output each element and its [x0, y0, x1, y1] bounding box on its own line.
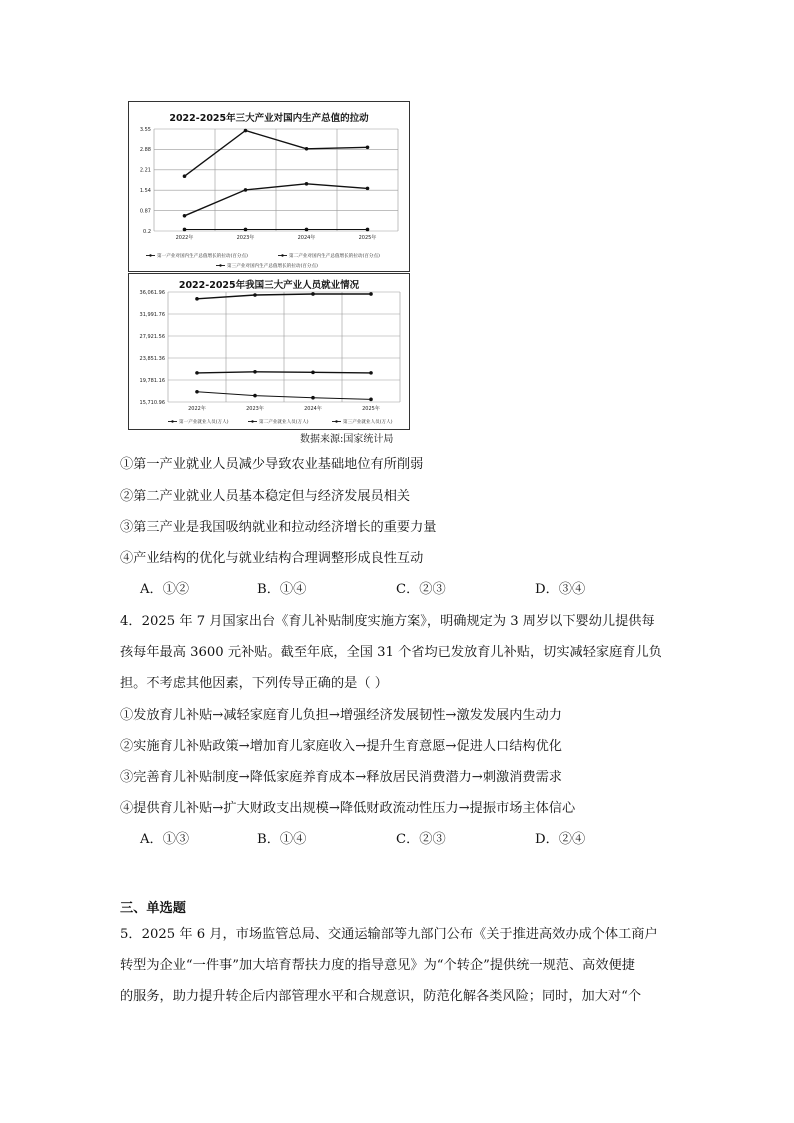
chart2-legend-marker-2	[251, 420, 253, 422]
chart1-series-1-point	[366, 228, 370, 232]
q4-statement-1: ①发放育儿补贴→减轻家庭育儿负担→增强经济发展韧性→激发发展内生动力	[120, 708, 562, 723]
q4-statement-3: ③完善育儿补贴制度→降低家庭养育成本→释放居民消费潜力→刺激消费需求	[120, 770, 562, 785]
chart1-title: 2022-2025年三大产业对国内生产总值的拉动	[169, 113, 369, 124]
chart1-xtick-label: 2022年	[175, 235, 194, 241]
q4-statement-4: ④提供育儿补贴→扩大财政支出规模→降低财政流动性压力→提振市场主体信心	[120, 801, 576, 816]
chart1-ytick-label: 2.21	[139, 167, 151, 174]
chart1-series-1-point	[183, 228, 187, 232]
chart1-legend-marker-1	[149, 254, 151, 256]
chart1-series-2-point	[366, 187, 370, 191]
q4-option-a[interactable]: A．①③	[140, 832, 190, 847]
q5-stem-line-3: 的服务，助力提升转企后内部管理水平和合规意识，防范化解各类风险；同时，加大对“个	[120, 989, 642, 1004]
chart2-series-1-point	[311, 396, 315, 400]
q3-statement-3: ③第三产业是我国吸纳就业和拉动经济增长的重要力量	[120, 520, 437, 535]
chart1-ytick-label: 3.55	[139, 126, 151, 133]
chart1-xtick-label: 2024年	[297, 235, 316, 241]
q4-stem-line-2: 孩每年最高 3600 元补贴。截至年底，全国 31 个省均已发放育儿补贴，切实减轻家庭育儿负	[120, 645, 662, 660]
chart1-xtick-label: 2023年	[236, 235, 255, 241]
chart2-series-1-point	[253, 394, 257, 398]
chart1-legend-entry-2: 第二产业对国内生产总值增长的拉动(百分点)	[289, 254, 380, 259]
chart2-series-2-point	[253, 370, 257, 374]
chart2-ytick-label: 36,061.96	[139, 289, 165, 296]
chart1-ytick-label: 2.88	[139, 147, 151, 154]
chart2-xtick-label: 2024年	[304, 406, 322, 412]
chart2-legend-entry-2: 第二产业就业人员(万人)	[259, 420, 309, 425]
chart2-series-2-point	[195, 371, 199, 375]
q4-option-c[interactable]: C．②③	[396, 832, 446, 847]
q4-option-d[interactable]: D．②④	[535, 832, 586, 847]
chart2-series-2-point	[369, 371, 373, 375]
chart2-ytick-label: 19,781.16	[139, 377, 165, 384]
chart1-legend-marker-2	[281, 254, 283, 256]
chart2-series-1-point	[195, 390, 199, 394]
chart2-legend-marker-3	[335, 420, 337, 422]
chart2-series-3-point	[253, 293, 257, 297]
q4-statement-2: ②实施育儿补贴政策→增加育儿家庭收入→提升生育意愿→促进人口结构优化	[120, 739, 562, 754]
q3-option-b[interactable]: B．①④	[257, 582, 307, 597]
chart1-series-3-point	[183, 174, 187, 178]
q4-option-b[interactable]: B．①④	[257, 832, 307, 847]
chart1-series-2-point	[183, 214, 187, 218]
chart2-ytick-label: 27,921.56	[139, 333, 165, 340]
chart2-xtick-label: 2023年	[246, 406, 264, 412]
chart1-legend-marker-3	[219, 264, 221, 266]
chart1-ytick-label: 1.54	[139, 188, 151, 194]
chart2-series-2-line	[197, 372, 371, 373]
chart1-series-3-point	[244, 129, 248, 133]
chart2-xtick-label: 2022年	[188, 406, 206, 412]
q4-stem-line-1: 4．2025 年 7 月国家出台《育儿补贴制度实施方案》，明确规定为 3 周岁以下婴幼儿提供每	[120, 614, 655, 629]
charts-svg	[128, 101, 410, 441]
chart2-xtick-label: 2025年	[362, 406, 380, 412]
q3-option-a[interactable]: A．①②	[140, 582, 190, 597]
chart2-series-3-point	[369, 292, 373, 296]
q3-statement-1: ①第一产业就业人员减少导致农业基础地位有所削弱	[120, 457, 424, 472]
figure-two-charts	[128, 101, 410, 441]
chart1-series-2-point	[305, 182, 309, 186]
q5-stem-line-2: 转型为企业“一件事”加大培育帮扶力度的指导意见》为“个转企”提供统一规范、高效便捷	[120, 958, 635, 973]
q3-option-d[interactable]: D．③④	[535, 582, 586, 597]
data-source: 数据来源:国家统计局	[300, 434, 394, 445]
chart2-legend-marker-1	[171, 420, 173, 422]
chart2-ytick-label: 23,851.36	[139, 355, 165, 362]
chart1-series-2-point	[244, 188, 248, 192]
chart2-legend-entry-1: 第一产业就业人员(万人)	[179, 420, 229, 425]
chart2-title: 2022-2025年我国三大产业人员就业情况	[178, 280, 360, 291]
q4-stem-line-3: 担。不考虑其他因素，下列传导正确的是（ ）	[120, 676, 388, 691]
chart1-series-1-point	[244, 228, 248, 232]
chart1-series-3-point	[366, 145, 370, 149]
q3-options	[140, 583, 660, 599]
chart1-series-1-point	[305, 228, 309, 232]
q3-statement-2: ②第二产业就业人员基本稳定但与经济发展员相关	[120, 489, 411, 504]
chart2-series-3-point	[311, 292, 315, 296]
chart2-ytick-label: 15,710.96	[139, 399, 165, 406]
q3-statement-4: ④产业结构的优化与就业结构合理调整形成良性互动	[120, 551, 424, 566]
q3-option-c[interactable]: C．②③	[396, 582, 446, 597]
chart2-series-1-point	[369, 398, 373, 402]
chart2-series-3-point	[195, 297, 199, 301]
chart1-ytick-label: 0.87	[139, 208, 151, 215]
chart2-legend-entry-3: 第三产业就业人员(万人)	[343, 420, 393, 425]
q4-options	[140, 833, 660, 849]
chart1-xtick-label: 2025年	[358, 235, 377, 241]
chart1-ytick-label: 0.2	[143, 228, 151, 235]
chart1-plot	[140, 127, 398, 269]
chart1-frame	[129, 102, 410, 272]
chart1-series-3-point	[305, 147, 309, 151]
chart1-legend-entry-3: 第三产业对国内生产总值增长的拉动(百分点)	[227, 264, 318, 269]
q5-stem-line-1: 5．2025 年 6 月，市场监管总局、交通运输部等九部门公布《关于推进高效办成个体工商户	[120, 927, 658, 942]
section-title: 三、单选题	[120, 901, 186, 916]
chart1-legend-entry-1: 第一产业对国内生产总值增长的拉动(百分点)	[157, 254, 248, 259]
chart2-series-2-point	[311, 371, 315, 375]
chart2-ytick-label: 31,991.76	[139, 311, 165, 318]
chart2-plot	[140, 290, 400, 425]
